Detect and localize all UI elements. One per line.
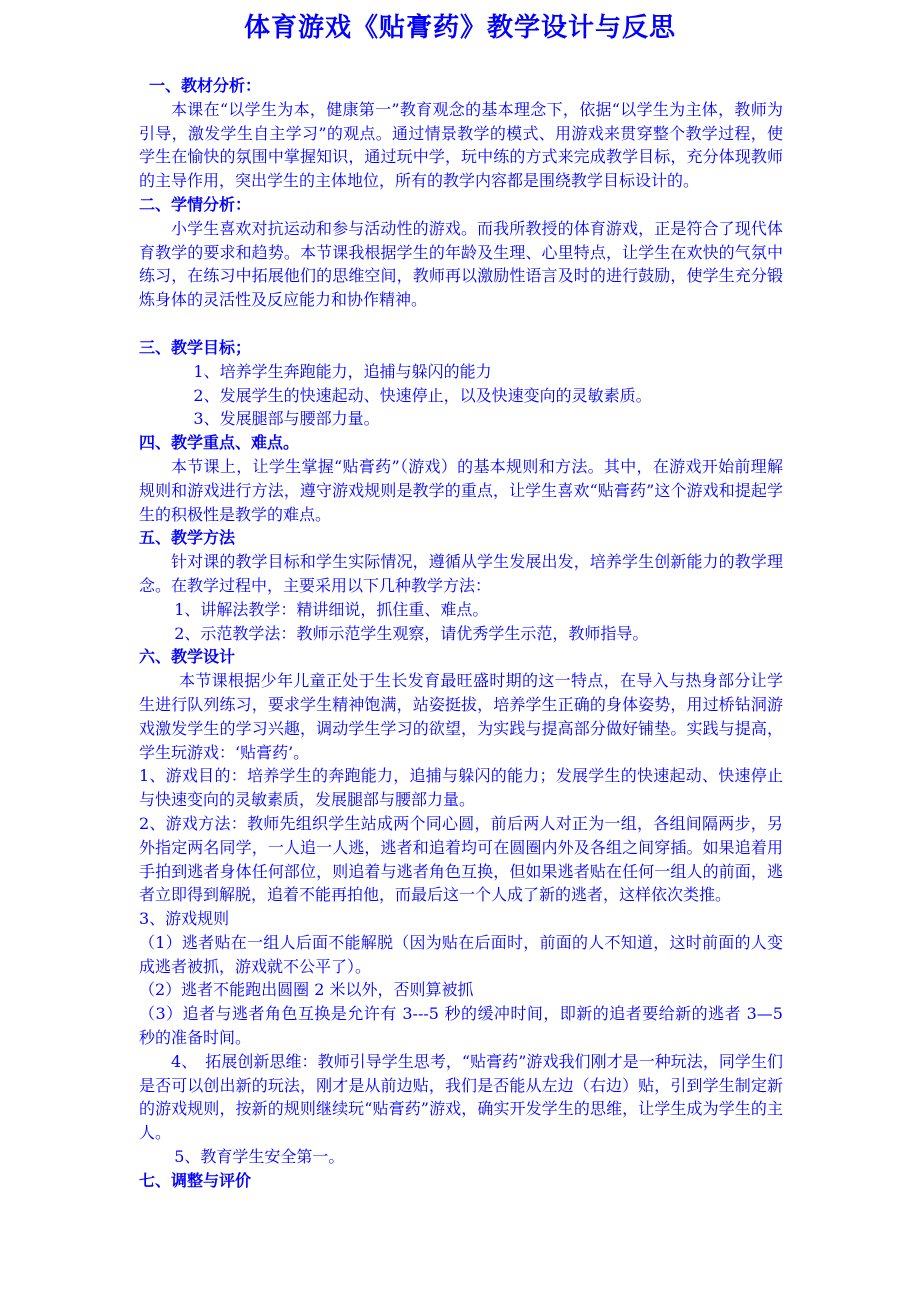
method-item-2: 2、示范教学法：教师示范学生观察，请优秀学生示范，教师指导。 [174,623,649,643]
section-heading-7: 七、调整与评价 [139,1170,252,1190]
game-rule-3: （3）追者与逃者角色互换是允许有 3---5 秒的缓冲时间，即新的追者要给新的逃者 3—5 秒的准备时间。 [139,1004,783,1048]
goal-item-3: 3、发展腿部与腰部力量。 [193,409,380,429]
section-heading-6: 六、教学设计 [139,647,236,667]
document-body [139,74,783,1193]
safety-note: 5、教育学生安全第一。 [174,1147,345,1167]
method-item-1: 1、讲解法教学：精讲细说，抓住重、难点。 [174,599,489,619]
section-2-paragraph: 小学生喜欢对抗运动和参与活动性的游戏。而我所教授的体育游戏，正是符合了现代体育教学的要求和趋势。本节课我根据学生的年龄及生理、心里特点，让学生在欢快的气氛中练习，在练习中拓展他们的思维空间，教师再以激励性语言及时的进行鼓励，使学生充分锻炼身体的灵活性及反应能力和协作精神。 [139,218,783,310]
section-1-paragraph: 本课在“以学生为本，健康第一”教育观念的基本理念下，依据“以学生为主体，教师为引导，激发学生自主学习”的观点。通过情景教学的模式、用游戏来贯穿整个教学过程，使学生在愉快的氛围中掌握知识，通过玩中学，玩中练的方式来完成教学目标，充分体现教师的主导作用，突出学生的主体地位，所有的教学内容都是围绕教学目标设计的。 [139,99,783,191]
creative-thinking: 4、 拓展创新思维：教师引导学生思考，“贴膏药”游戏我们刚才是一种玩法，同学生们是否可以创出新的玩法，刚才是从前边贴，我们是否能从左边（右边）贴，引到学生制定新的游戏规则，按新的规则继续玩“贴膏药”游戏，确实开发学生的思维，让学生成为学生的主人。 [139,1051,783,1143]
document-title: 体育游戏《贴膏药》教学设计与反思 [243,13,676,43]
section-heading-5: 五、教学方法 [139,528,236,548]
spacer [139,312,783,336]
game-purpose: 1、游戏目的：培养学生的奔跑能力，追捕与躲闪的能力；发展学生的快速起动、快速停止与快速变向的灵敏素质，发展腿部与腰部力量。 [139,766,783,810]
section-heading-4: 四、教学重点、难点。 [139,433,300,453]
section-heading-1: 一、教材分析： [149,76,262,95]
game-rules-heading: 3、游戏规则 [139,909,230,929]
goal-item-1: 1、培养学生奔跑能力，追捕与躲闪的能力 [193,361,492,381]
section-heading-3: 三、教学目标； [139,337,252,357]
section-6-intro: 本节课根据少年儿童正处于生长发育最旺盛时期的这一特点，在导入与热身部分让学生进行队列练习，要求学生精神饱满，站姿挺拔，培养学生正确的身体姿势，用过桥钻洞游戏激发学生的学习兴趣，调动学生学习的欲望，为实践与提高部分做好铺垫。实践与提高，学生玩游戏：‘贴膏药’。 [139,671,783,762]
section-5-paragraph: 针对课的教学目标和学生实际情况，遵循从学生发展出发，培养学生创新能力的教学理念。在教学过程中，主要采用以下几种教学方法： [139,552,783,595]
section-4-paragraph: 本节课上，让学生掌握“贴膏药”（游戏）的基本规则和方法。其中，在游戏开始前理解规则和游戏进行方法，遵守游戏规则是教学的重点，让学生喜欢“贴膏药”这个游戏和提起学生的积极性是教学的难点。 [139,456,783,524]
game-method: 2、游戏方法：教师先组织学生站成两个同心圆，前后两人对正为一组，各组间隔两步，另外指定两名同学，一人追一人逃，逃者和追着均可在圆圈内外及各组之间穿插。如果追着用手拍到逃者身体任何部位，则追着与逃者角色互换，但如果逃者贴在任何一组人的前面，逃者立即得到解脱，追着不能再拍他，而最后这一个人成了新的逃者，这样依次类推。 [139,813,783,905]
game-rule-1: （1）逃者贴在一组人后面不能解脱（因为贴在后面时，前面的人不知道，这时前面的人变成逃者被抓，游戏就不公平了）。 [139,932,783,976]
game-rule-2: （2）逃者不能跑出圆圈 2 米以外，否则算被抓 [139,980,474,1000]
section-heading-2: 二、学情分析： [139,194,252,214]
goal-item-2: 2、发展学生的快速起动、快速停止，以及快速变向的灵敏素质。 [193,385,652,405]
